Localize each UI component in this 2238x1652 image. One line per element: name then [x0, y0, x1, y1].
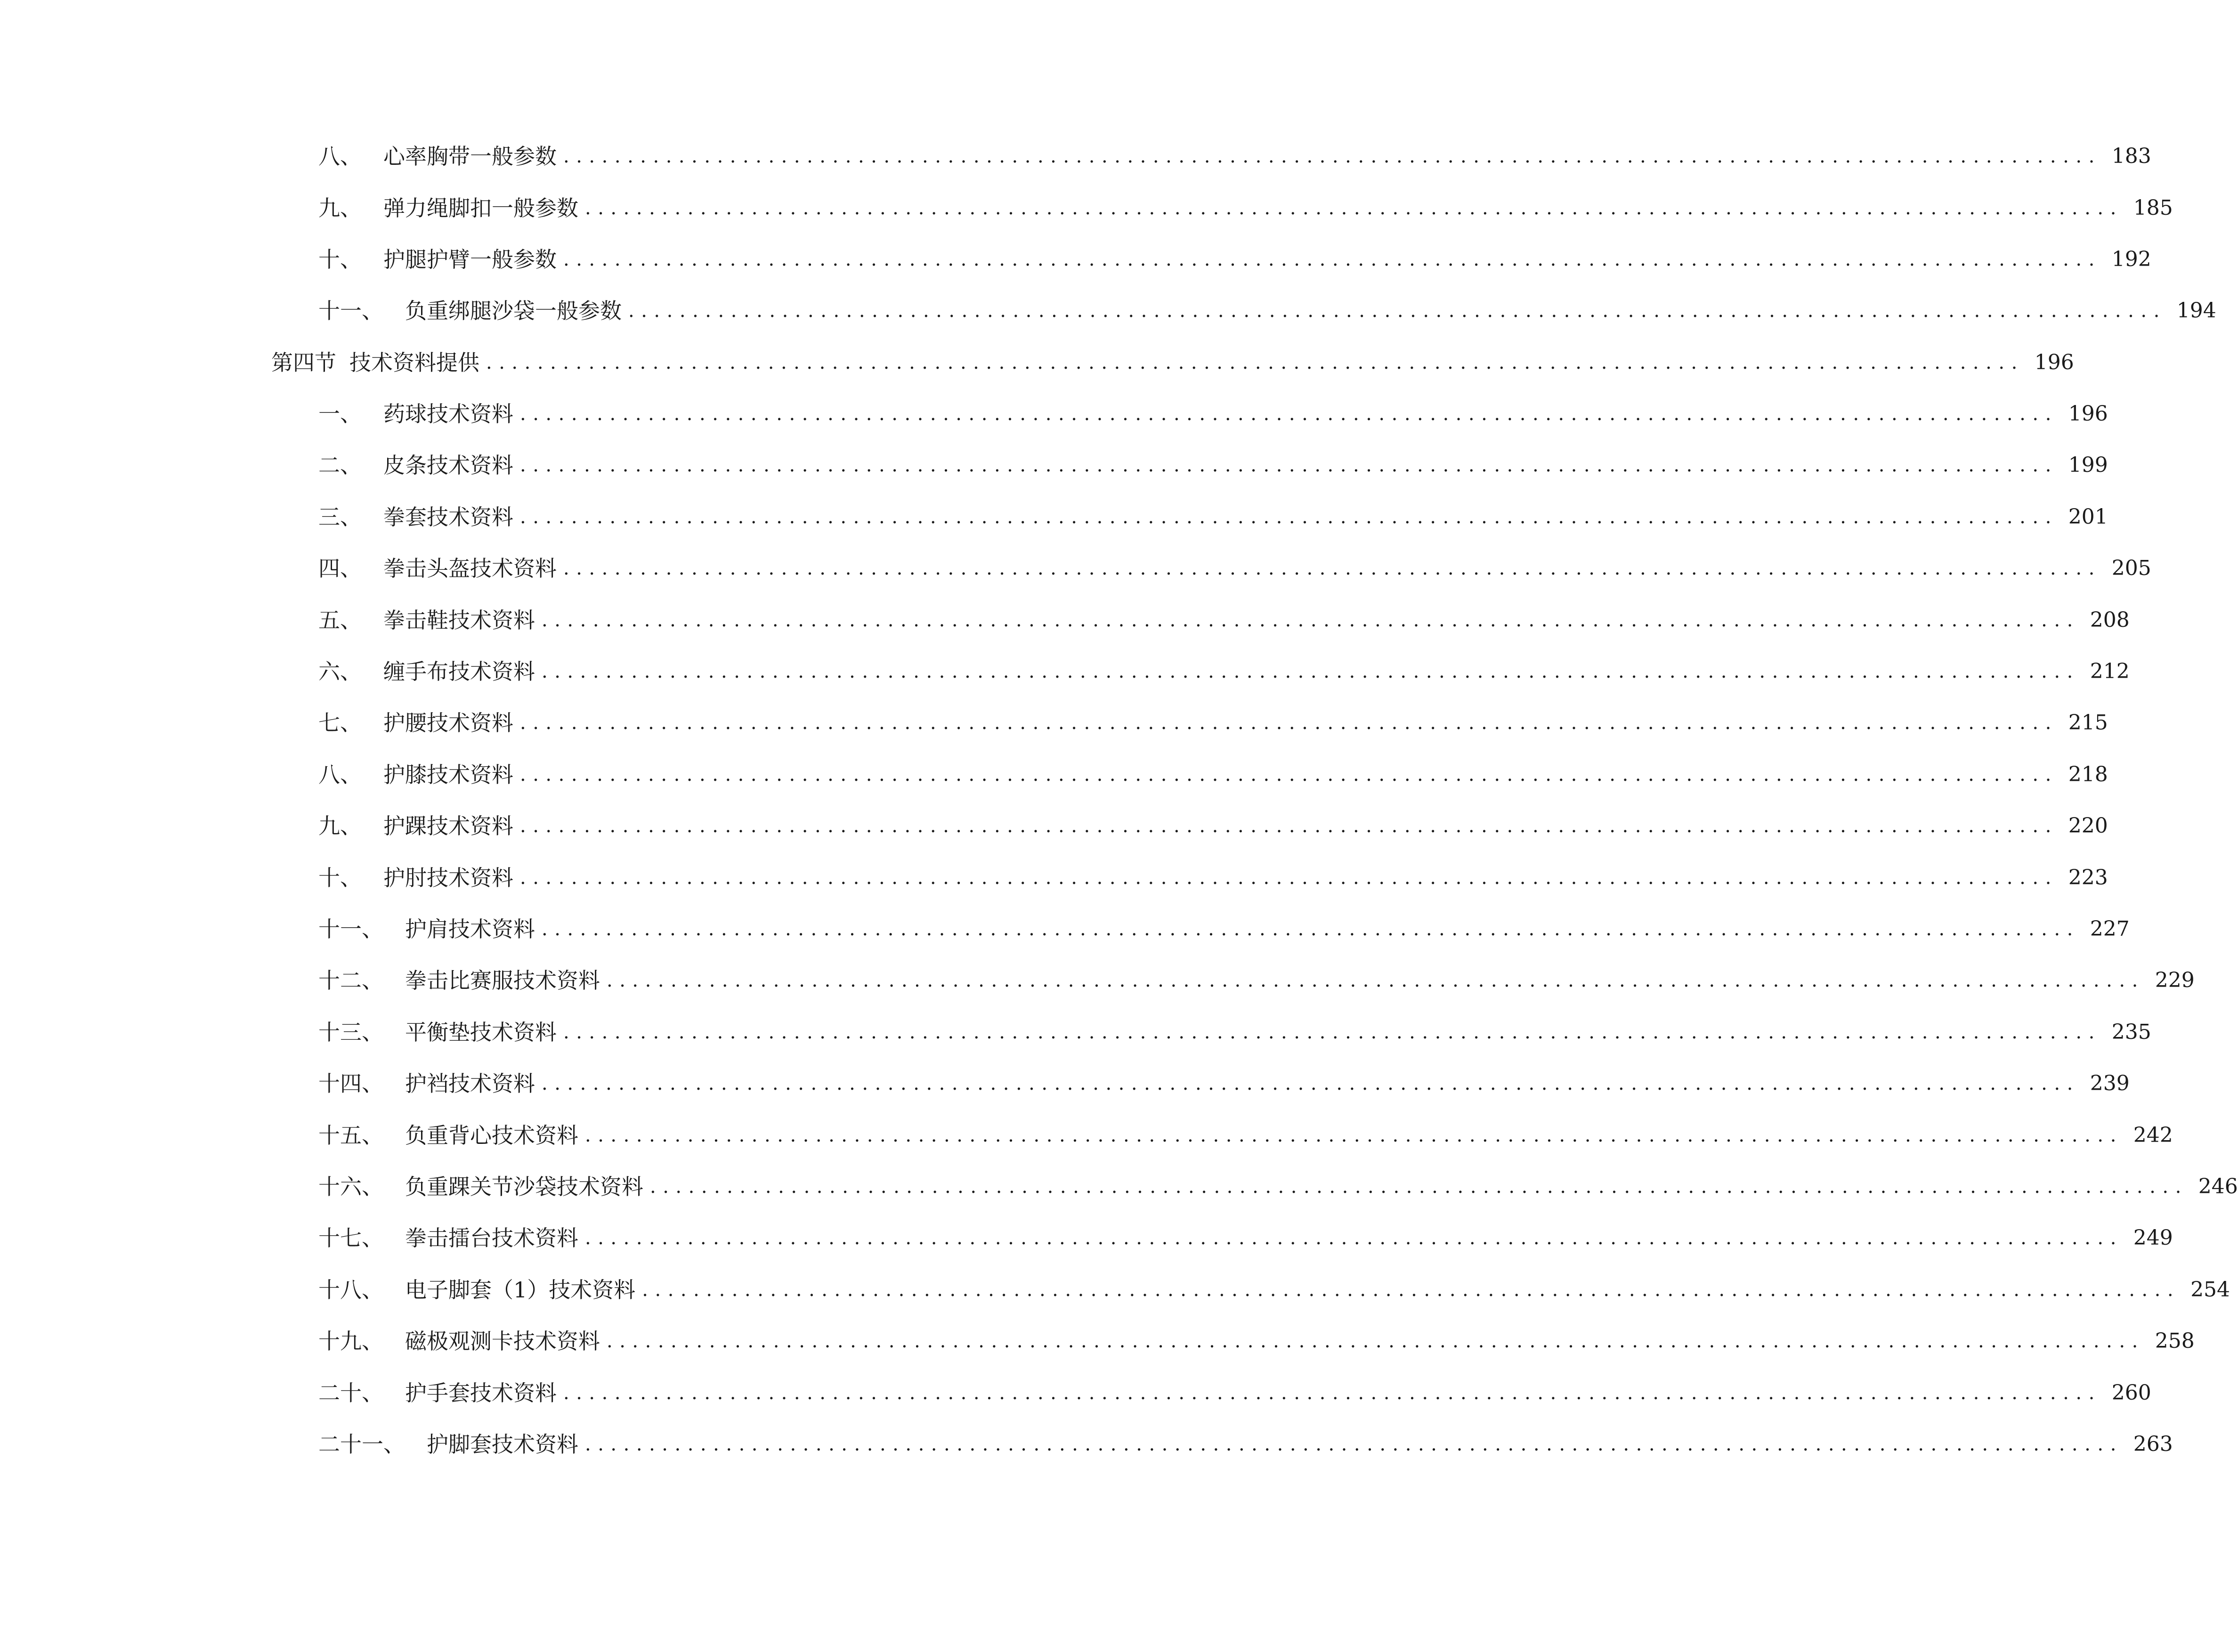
toc-leader-dots: ........................................................................................................................: [607, 970, 2145, 991]
toc-entry-number: 七、: [318, 710, 362, 736]
toc-entry-page: 258: [2155, 1329, 2195, 1353]
toc-entry-page: 263: [2133, 1432, 2173, 1456]
toc-entry-page: 201: [2068, 505, 2108, 529]
toc-leader-dots: ........................................................................................................................: [542, 661, 2080, 682]
toc-entry-page: 192: [2111, 247, 2151, 271]
toc-leader-dots: ........................................................................................................................: [520, 867, 2058, 889]
toc-leader-dots: ........................................................................................................................: [542, 918, 2080, 940]
toc-entry-title: 负重踝关节沙袋技术资料: [405, 1174, 643, 1199]
toc-entry-number: 五、: [318, 607, 362, 633]
toc-entry-title: 药球技术资料: [383, 401, 513, 427]
toc-entry-title: 磁极观测卡技术资料: [405, 1328, 600, 1354]
toc-entry-number: 十、: [318, 247, 362, 272]
toc-entry-number: 十、: [318, 865, 362, 891]
toc-entry[interactable]: [318, 294, 2216, 327]
toc-entry-number: 二十一、: [318, 1432, 405, 1457]
toc-entry-title: 拳击比赛服技术资料: [405, 968, 600, 993]
toc-entry-title: 弹力绳脚扣一般参数: [383, 195, 578, 221]
toc-leader-dots: ........................................................................................................................: [520, 403, 2058, 425]
toc-entry[interactable]: [318, 397, 2108, 430]
toc-entry-title: 皮条技术资料: [383, 453, 513, 478]
toc-entry-title: 电子脚套（1）技术资料: [405, 1277, 636, 1303]
toc-leader-dots: ........................................................................................................................: [563, 1382, 2101, 1404]
toc-entry-title: 护裆技术资料: [405, 1071, 535, 1096]
toc-entry-page: 249: [2133, 1226, 2173, 1250]
toc-entry[interactable]: [318, 1067, 2130, 1100]
toc-entry-title: 护膝技术资料: [383, 762, 513, 787]
toc-entry[interactable]: [318, 1273, 2230, 1306]
toc-entry-number: 九、: [318, 195, 362, 221]
toc-section-number: 第四节: [271, 350, 336, 375]
toc-entry-number: 二、: [318, 453, 362, 478]
toc-section-entry[interactable]: [271, 346, 2074, 379]
toc-entry-number: 二十、: [318, 1380, 383, 1406]
toc-entry-number: 三、: [318, 504, 362, 530]
toc-entry-title: 拳击擂台技术资料: [405, 1225, 578, 1251]
toc-entry-title: 拳击鞋技术资料: [383, 607, 535, 633]
toc-entry[interactable]: [318, 810, 2108, 842]
toc-entry-title: 护手套技术资料: [405, 1380, 557, 1406]
toc-entry[interactable]: [318, 1170, 2238, 1203]
toc-entry[interactable]: [318, 1016, 2151, 1049]
toc-entry-title: 护脚套技术资料: [427, 1432, 578, 1457]
toc-entry[interactable]: [318, 552, 2151, 585]
toc-entry-title: 拳套技术资料: [383, 504, 513, 530]
toc-leader-dots: ........................................................................................................................: [542, 609, 2080, 631]
toc-entry-page: 205: [2111, 556, 2151, 580]
toc-entry-number: 一、: [318, 401, 362, 427]
toc-entry-number: 十五、: [318, 1123, 383, 1148]
toc-entry-page: 196: [2034, 350, 2074, 374]
toc-entry[interactable]: [318, 604, 2130, 637]
toc-entry-page: 254: [2190, 1278, 2230, 1302]
toc-entry[interactable]: [318, 964, 2195, 997]
toc-entry-page: 242: [2133, 1123, 2173, 1147]
toc-entry[interactable]: [318, 192, 2173, 225]
toc-leader-dots: ........................................................................................................................: [486, 352, 2024, 373]
toc-leader-dots: ........................................................................................................................: [650, 1176, 2188, 1198]
toc-entry-number: 十七、: [318, 1225, 383, 1251]
toc-entry-title: 护踝技术资料: [383, 813, 513, 839]
toc-entry[interactable]: [318, 1222, 2173, 1255]
toc-entry-number: 十三、: [318, 1020, 383, 1045]
toc-leader-dots: ........................................................................................................................: [520, 454, 2058, 476]
toc-entry-page: 218: [2068, 762, 2108, 786]
toc-entry-number: 十六、: [318, 1174, 383, 1199]
toc-leader-dots: ........................................................................................................................: [520, 815, 2058, 837]
toc-entry-page: 223: [2068, 866, 2108, 890]
toc-entry-page: 227: [2090, 917, 2130, 941]
toc-entry-number: 十一、: [318, 298, 383, 324]
toc-entry-title: 缠手布技术资料: [383, 659, 535, 684]
toc-entry[interactable]: [318, 243, 2151, 276]
toc-entry-number: 九、: [318, 813, 362, 839]
toc-entry-number: 八、: [318, 762, 362, 787]
toc-entry-number: 十二、: [318, 968, 383, 993]
toc-entry-number: 十九、: [318, 1328, 383, 1354]
toc-entry-title: 护腰技术资料: [383, 710, 513, 736]
toc-entry-page: 215: [2068, 711, 2108, 735]
toc-leader-dots: ........................................................................................................................: [642, 1279, 2181, 1301]
toc-entry[interactable]: [318, 501, 2108, 534]
toc-entry[interactable]: [318, 140, 2151, 173]
toc-entry-number: 十四、: [318, 1071, 383, 1096]
toc-entry-page: 185: [2133, 196, 2173, 220]
toc-entry-number: 十一、: [318, 916, 383, 942]
toc-entry[interactable]: [318, 758, 2108, 791]
toc-entry-page: 239: [2090, 1071, 2130, 1095]
toc-leader-dots: ........................................................................................................................: [585, 1125, 2123, 1146]
toc-entry[interactable]: [318, 1428, 2173, 1461]
toc-entry-page: 183: [2111, 144, 2151, 168]
toc-leader-dots: ........................................................................................................................: [563, 249, 2101, 270]
toc-entry-page: 199: [2068, 453, 2108, 477]
toc-entry-title: 护肘技术资料: [383, 865, 513, 891]
toc-entry[interactable]: [318, 1119, 2173, 1152]
toc-section-title: 技术资料提供: [349, 350, 479, 375]
toc-leader-dots: ........................................................................................................................: [585, 1433, 2123, 1455]
toc-entry-page: 208: [2090, 608, 2130, 632]
toc-entry-title: 护肩技术资料: [405, 916, 535, 942]
toc-entry-title: 负重背心技术资料: [405, 1123, 578, 1148]
toc-leader-dots: ........................................................................................................................: [563, 1021, 2101, 1043]
toc-entry-page: 194: [2176, 299, 2216, 323]
toc-leader-dots: ........................................................................................................................: [628, 300, 2166, 322]
toc-entry-title: 负重绑腿沙袋一般参数: [405, 298, 622, 324]
toc-entry-page: 229: [2155, 968, 2195, 992]
toc-entry-page: 212: [2090, 659, 2130, 683]
toc-entry-title: 心率胸带一般参数: [383, 144, 557, 169]
toc-leader-dots: ........................................................................................................................: [542, 1073, 2080, 1094]
toc-leader-dots: ........................................................................................................................: [520, 712, 2058, 734]
toc-entry-page: 196: [2068, 402, 2108, 426]
toc-leader-dots: ........................................................................................................................: [585, 1227, 2123, 1249]
toc-leader-dots: ........................................................................................................................: [563, 558, 2101, 579]
toc-leader-dots: ........................................................................................................................: [520, 506, 2058, 528]
toc-entry-number: 十八、: [318, 1277, 383, 1303]
toc-leader-dots: ........................................................................................................................: [607, 1330, 2145, 1352]
toc-entry-page: 246: [2198, 1174, 2238, 1199]
toc-entry[interactable]: [318, 655, 2130, 688]
toc-entry-page: 220: [2068, 814, 2108, 838]
toc-entry[interactable]: [318, 913, 2130, 946]
toc-entry-page: 260: [2111, 1381, 2151, 1405]
toc-leader-dots: ........................................................................................................................: [520, 764, 2058, 786]
toc-entry[interactable]: [318, 1325, 2195, 1358]
toc-leader-dots: ........................................................................................................................: [563, 146, 2101, 167]
toc-entry-title: 护腿护臂一般参数: [383, 247, 557, 272]
toc-entry-number: 四、: [318, 556, 362, 581]
toc-entry[interactable]: [318, 449, 2108, 482]
toc-entry[interactable]: [318, 706, 2108, 739]
toc-entry-page: 235: [2111, 1020, 2151, 1044]
toc-entry[interactable]: [318, 861, 2108, 894]
toc-entry-number: 八、: [318, 144, 362, 169]
toc-leader-dots: ........................................................................................................................: [585, 197, 2123, 219]
toc-entry-number: 六、: [318, 659, 362, 684]
toc-entry-title: 拳击头盔技术资料: [383, 556, 557, 581]
toc-entry[interactable]: [318, 1377, 2151, 1409]
toc-entry-title: 平衡垫技术资料: [405, 1020, 557, 1045]
